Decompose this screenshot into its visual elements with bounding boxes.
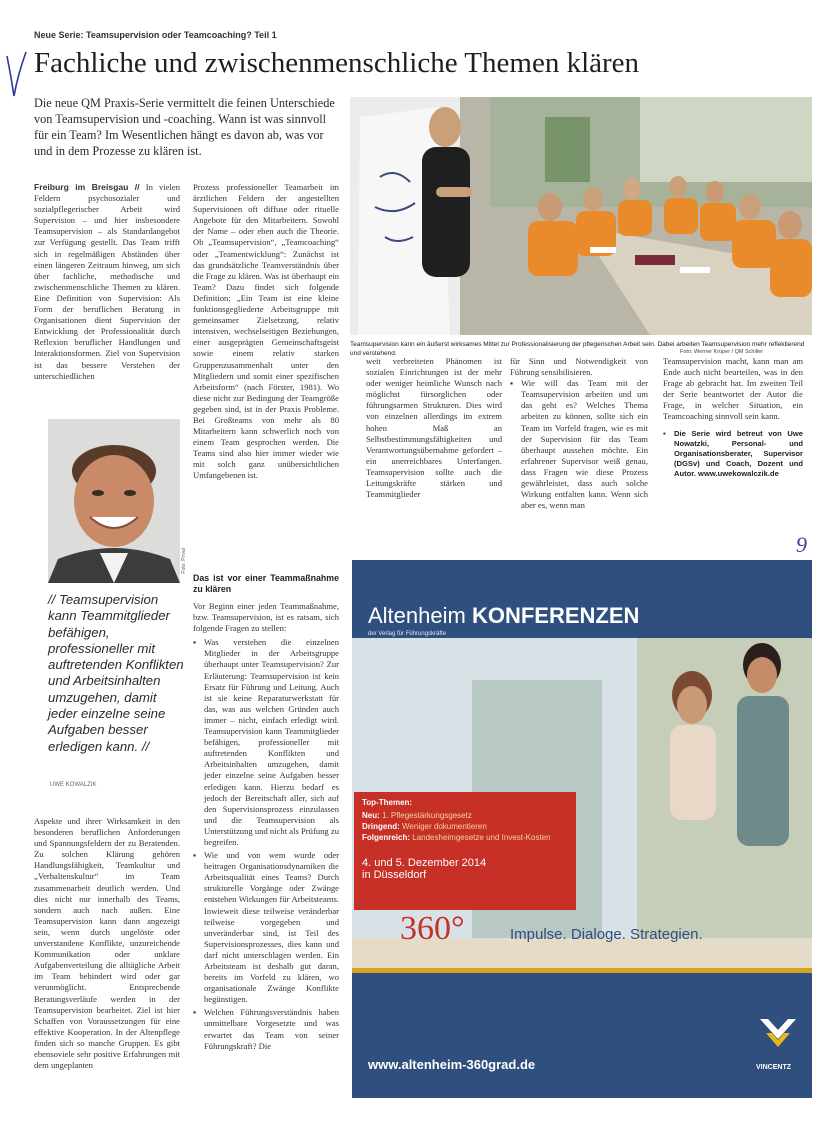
article-column-5 [663, 356, 803, 481]
dateline: Freiburg im Breisgau // [34, 182, 140, 192]
ad-topic-text: Weniger dokumentieren [402, 822, 487, 831]
author-portrait [48, 419, 180, 583]
portrait-credit: Foto: Privat [181, 548, 187, 574]
ad-topic-label: Neu: [362, 811, 380, 820]
ad-topic [362, 810, 568, 821]
question-list [193, 637, 339, 1051]
series-kicker: Neue Serie: Teamsupervision oder Teamcoaching? Teil 1 [34, 30, 277, 40]
photo-credit: Foto: Werner Krüper / QM Schiller [680, 349, 764, 355]
list-item: ▪ Wie will das Team mit der Teamsupervision arbeiten und um das geht es? Welches Thema arbeiten zu können, sollte sich ein Team im Vorfeld fragen, wie es mit der Supervision für das Team überhaupt aussehen möchte. Ein erfahrener Supervisor weiß genau, dass Fragen wie diese Prozess gewährleistet, dass auch solche Wirkung entfalten kann. Wenn sich aber es, wenn man [521, 378, 648, 511]
ad-topics-box [354, 792, 576, 910]
list-item: ▪ Wie und von wem wurde oder beitragen Organisationsdynamiken die Arbeitsqualität eines Teams? Durch strukturelle Vorgänge oder Zwänge entstehen Wirkungen für Arbeitsteams. Inwieweit diese teilweise veränderbar teilweise vorgegeben und unveränderbar sind, ist Teil des Supervisionsprozesses, dies kann und darf nicht unterschlagen werden. Ein Arbeitsteam ist deshalb gut daran, bereits im Vorfeld zu klären, wo organisationale Zwänge Konflikte begünstigen. [204, 850, 339, 1005]
article-column-4 [510, 356, 648, 513]
list-item: ▪ Welchen Führungsverständnis haben unmittelbare Vorgesetzte und was erwartet das Team von seiner Führungskraft? Die [204, 1007, 339, 1051]
vincentz-logo-icon [758, 1015, 798, 1049]
ad-topic [362, 832, 568, 843]
quote-author: UWE KOWALZIK [50, 782, 97, 788]
column-1-text: In vielen Feldern psychosozialer und sozialpflegerischer Arbeit wird Supervision – und hier insbesondere Teamsupervision – als Standardangebot zur Verfügung gestellt. Das Team trifft sich in regelmäßigen Abständen über einen längeren Zeitraum hinweg, um sich über fachliche, methodische und zwischenmenschliche Themen zu klären. Eine Definition von Supervision: Als Form der beruflichen Beratung in Organisationen dient Supervision der Entwicklung der Professionalität durch Reflexion beruflicher Handlungen und Interaktionsformen. Ziel von Supervision ist das bessere Verstehen der unterschiedlichen [34, 182, 180, 381]
column-4-list [510, 378, 648, 511]
conference-advertisement [352, 560, 812, 1098]
ad-sponsor: VINCENTZ [756, 1064, 791, 1071]
article-column-1-continued: Aspekte und ihrer Wirksamkeit in den besonderen beruflichen Anforderungen und Spannungsfeldern der zu Beratenden. Zu solchen Klärung gehören Handlungsfähigkeit, Teamkultur und „Verhaltenskultur“ im Team zusammenarbeit deutlich werden. Und dies nicht nur innerhalb des Teams, sondern auch nach außen. Eine Teamsupervision kann dann angezeigt sein, wenn durch ungelöste oder unverstandene Konflikte, unzureichende Kommunikation oder unklare Aufgabenverteilung die alltägliche Arbeit im Team behindert wird oder gar verunmöglicht. Entsprechende Beratungsverläufe werden in der Teamsupervision bearbeitet. Ziel ist hier Schaffen von Voraussetzungen für eine effektive Kooperation. In der Altenpflege finden sich so manche Gruppen. Es gibt ebensoviele sehr positive Erfahrungen mit dem ungeplanten [34, 816, 180, 1071]
article-lead: Die neue QM Praxis-Serie vermittelt die feinen Unterschiede von Teamsupervision und -coaching. Wann ist was sinnvoll für ein Team? Im Wesentlichen hängt es davon ab, was vor und in dem Prozesse zu klären ist. [34, 96, 335, 158]
article-column-3: weit verbreiteten Phänomen ist sozialen Einrichtungen ist der mehr oder weniger heimliche Wunsch nach möglichst fürsorglichen oder führungsarmen Strukturen. Dies wird von einzelnen allerdings im extrem hohen Maß an Selbstbestimmungsfähigkeiten und Verantwortungsübernahme gefordert – ein unerreichbares Unterfangen. Teamsupervision sollte auch die Leitungskräfte stärken und Teammitglieder [366, 356, 502, 500]
list-item: ▪ Was verstehen die einzelnen Mitglieder in der Arbeitsgruppe überhaupt unter Teamsupervision? Zur Erläuterung: Teamsupervision ist kein Ersatz für Führung und Leitung. Auch ist sie keine Reparaturwerkstatt für das, was aus welchen Gründen auch immer – nicht, einfach erledigt wird. Teamsupervision kann Teammitglieder befähigen, professioneller mit auftretenden Konflikten und Arbeitsinhalten umzugehen, damit jeder einzelne seine Aufgaben besser erledigen kann. Hierzu bedarf es jedoch der Bereitschaft aller, sich auf den Supervisionsprozess einzulassen und die Teamsupervision als Unterstützung und nicht als Prüfung zu begreifen. [204, 637, 339, 848]
handwritten-page-number: 9 [796, 532, 807, 557]
pull-quote: // Teamsupervision kann Teammitglieder befähigen, professioneller mit auftretenden Konflikten und Arbeitsinhalten umzugehen, damit jeder einzelne seine Aufgaben besser erledigen kann. // [48, 592, 184, 754]
author-note [663, 429, 803, 479]
column-4-text: für Sinn und Notwendigkeit von Führung sensibilisieren. [510, 356, 648, 378]
ad-topic-label: Folgenreich: [362, 833, 411, 842]
author-note-text: ▪ Die Serie wird betreut von Uwe Nowatzki, Personal- und Organisationsberater, Supervisor (DGSv) und Coach, Dozent und Autor. www.uwekowalczik.de [674, 429, 803, 479]
ad-brand-light: Altenheim [368, 603, 466, 628]
ad-topic [362, 821, 568, 832]
ad-degrees: 360° [400, 910, 465, 947]
ad-date-line-1: 4. und 5. Dezember 2014 [362, 857, 487, 869]
section-intro: Vor Beginn einer jeden Teammaßnahme, bzw. Teamsupervision, ist es ratsam, sich folgende Fragen zu stellen: [193, 601, 339, 634]
ad-topic-text: Landesheimgesetze und Invest-Kosten [412, 833, 551, 842]
photo-caption: Teamsupervision kann ein äußerst wirksames Mittel zur Professionalisierung der pflegerischen Arbeit sein. Dabei arbeiten Teamsupervision mehr reflektierend und verstehend. [350, 341, 805, 357]
section-subheading: Das ist vor einer Teammaßnahme zu klären [193, 573, 339, 594]
article-column-2-continued [193, 573, 339, 1054]
team-meeting-photo [350, 97, 812, 335]
ad-brand [368, 603, 639, 629]
ad-tagline: der Verlag für Führungskräfte [368, 631, 447, 637]
article-column-2 [193, 182, 339, 482]
ad-slogan: Impulse. Dialoge. Strategien. [510, 926, 703, 943]
article-column-1 [34, 182, 180, 382]
ad-topic-text: 1. Pflegestärkungsgesetz [382, 811, 472, 820]
ad-brand-bold: KONFERENZEN [471, 603, 640, 628]
column-2-text: Prozess professioneller Teamarbeit im ärztlichen Feldern der angestellten Supervisionen oft diffuse oder rituelle Angebote für den Mitarbeitern. Sowohl der Name – oder eben auch die Theorie. Ob „Teamsupervision“, „Teamcoaching“ oder „Teamentwicklung“: Zunächst ist das grundsätzliche Teamverständnis über die Frage zu klären. Was ist überhaupt ein Team? Dazu findet sich folgende Definition: „Ein Team ist eine kleine funktionsgegliederte Arbeitsgruppe mit gemeinsamer Zielsetzung, relativ intensiven, wechselseitigen Beziehungen, einer ausgeprägten Gemeinschaftsgeist sowie einem relativ starken Gruppenzusammenhalt unter den Mitgliedern und somit einer spezifischen Arbeitsform“ (nach Förster, 1981). Wo diese nicht zur Bedingung der Teamgröße gegeben sind, ist in der Praxis Probleme. Bei Großteams von mehr als 80 Mitarbeitern kann schwerlich noch von einem Team gesprochen werden. Die Teams sind also hier immer wieder wie mit solch ganz unübersichtlichen Umfangebenen ist. [193, 182, 339, 481]
ad-date-line-2: in Düsseldorf [362, 869, 427, 881]
pen-annotation-mark [4, 48, 28, 100]
ad-topics-head: Top-Themen: [362, 798, 413, 807]
column-5-text: Teamsupervision macht, kann man am Ende auch nicht beurteilen, was in den Frage ab gebracht hat. Im zweiten Teil der Serie beantwortet der Autor die Frage, in welcher Situation, ein Teamcoaching sinnvoll sein kann. [663, 356, 803, 422]
article-title: Fachliche und zwischenmenschliche Themen klären [34, 47, 640, 79]
ad-website-link[interactable]: www.altenheim-360grad.de [368, 1057, 536, 1072]
ad-topic-label: Dringend: [362, 822, 400, 831]
